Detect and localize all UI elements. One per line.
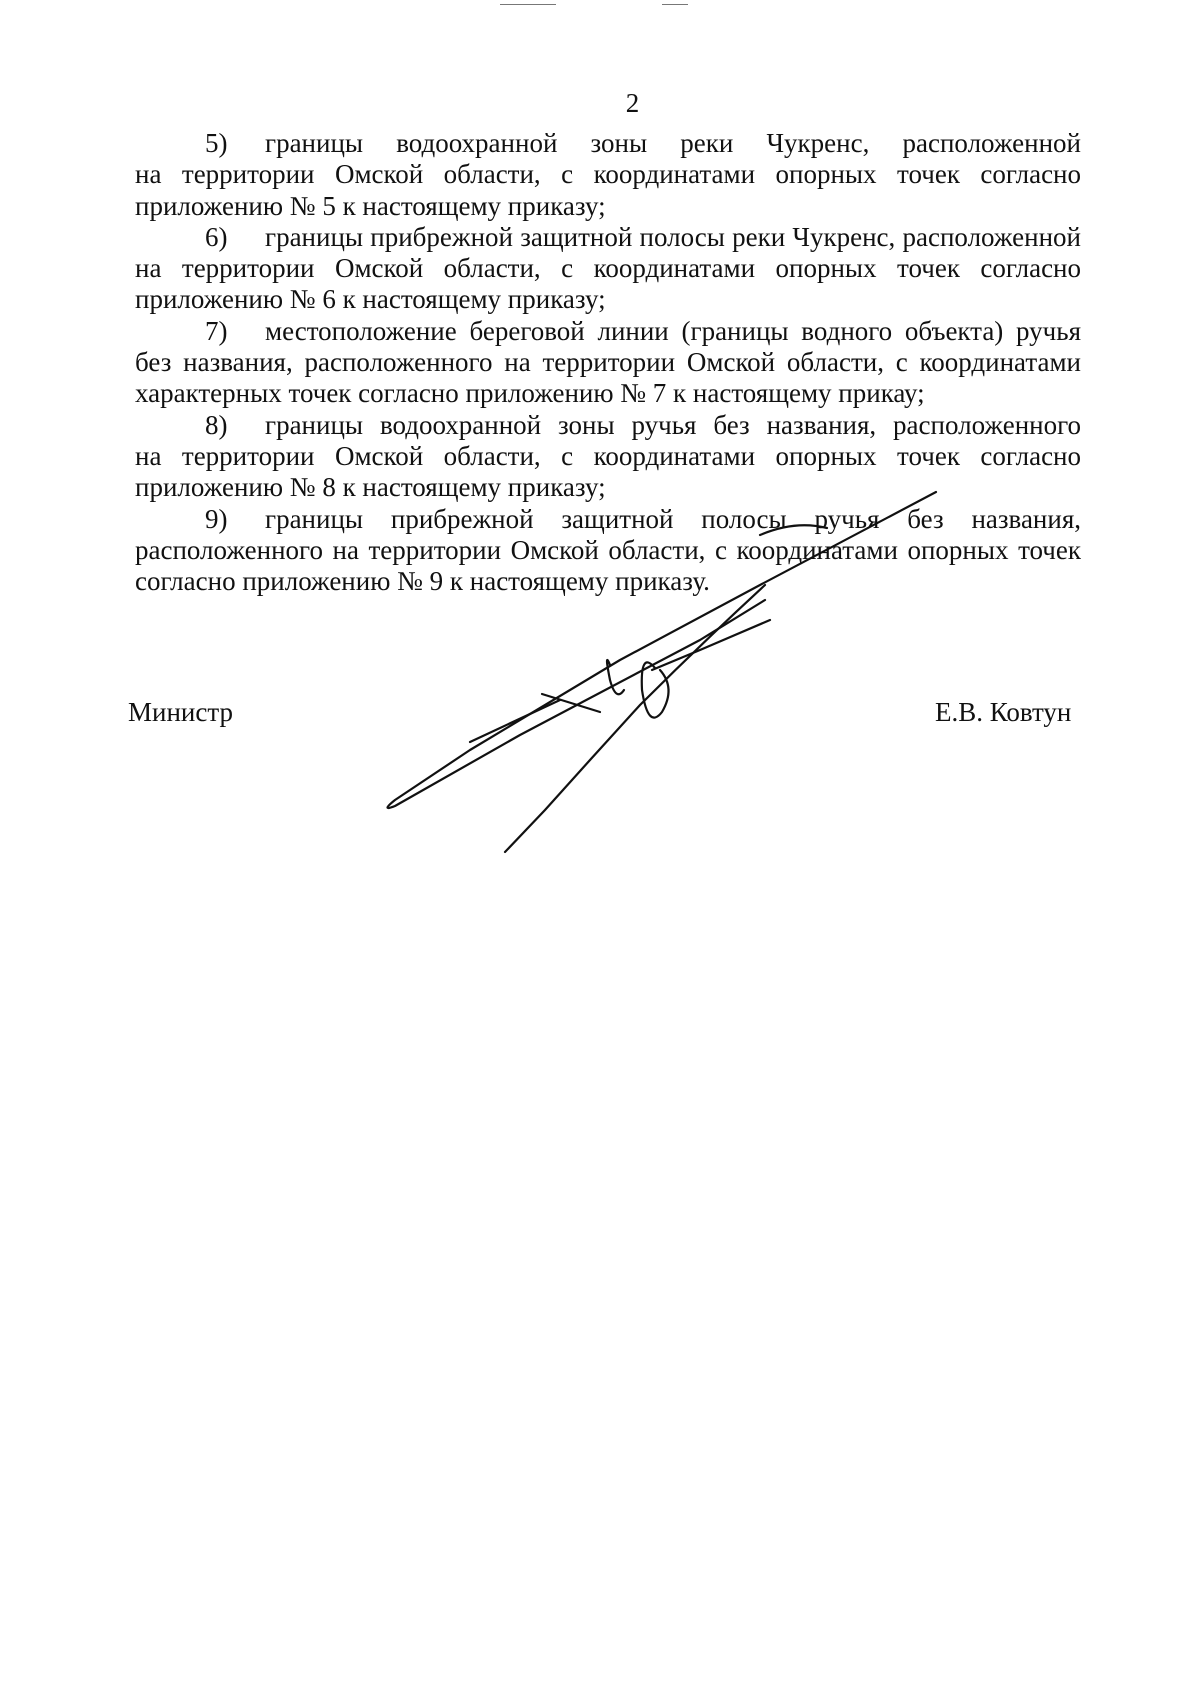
scan-artifact-line <box>662 4 688 5</box>
document-body <box>135 128 1081 597</box>
clause-line: приложению № 5 к настоящему приказу; <box>135 190 606 221</box>
clause-line: расположенного на территории Омской области, с координатами опорных точек <box>135 534 1081 565</box>
clause-8 <box>135 410 1081 504</box>
scan-artifact-line <box>500 4 556 5</box>
clause-7 <box>135 316 1081 410</box>
clause-number: 9) <box>205 503 228 534</box>
clause-line: на территории Омской области, с координатами опорных точек согласно <box>135 159 1081 190</box>
clause-5 <box>135 128 1081 222</box>
clause-number: 8) <box>205 409 228 440</box>
page-number: 2 <box>625 88 640 118</box>
clause-9 <box>135 504 1081 598</box>
clause-number: 5) <box>205 128 228 158</box>
signatory-name: Е.В. Ковтун <box>935 697 1072 727</box>
clause-line: приложению № 8 к настоящему приказу; <box>135 472 606 503</box>
clause-number: 7) <box>205 315 228 346</box>
clause-line: согласно приложению № 9 к настоящему приказу. <box>135 566 710 597</box>
clause-line: без названия, расположенного на территории Омской области, с координатами <box>135 347 1081 378</box>
clause-6 <box>135 222 1081 316</box>
clause-line: на территории Омской области, с координатами опорных точек согласно <box>135 253 1081 284</box>
clause-first-line: 8) границы водоохранной зоны ручья без названия, расположенного <box>205 409 1081 440</box>
clause-line: характерных точек согласно приложению № 7 к настоящему прикау; <box>135 378 925 409</box>
signatory-title: Министр <box>128 697 233 727</box>
clause-number: 6) <box>205 221 228 252</box>
clause-first-line: 6) границы прибрежной защитной полосы реки Чукренс, расположенной <box>205 221 1081 252</box>
clause-first-line: 5) границы водоохранной зоны реки Чукренс, расположенной <box>205 128 1081 158</box>
clause-line: приложению № 6 к настоящему приказу; <box>135 284 606 315</box>
clause-first-line: 7) местоположение береговой линии (границы водного объекта) ручья <box>205 315 1081 346</box>
clause-line: на территории Омской области, с координатами опорных точек согласно <box>135 440 1081 471</box>
clause-first-line: 9) границы прибрежной защитной полосы ручья без названия, <box>205 503 1081 534</box>
